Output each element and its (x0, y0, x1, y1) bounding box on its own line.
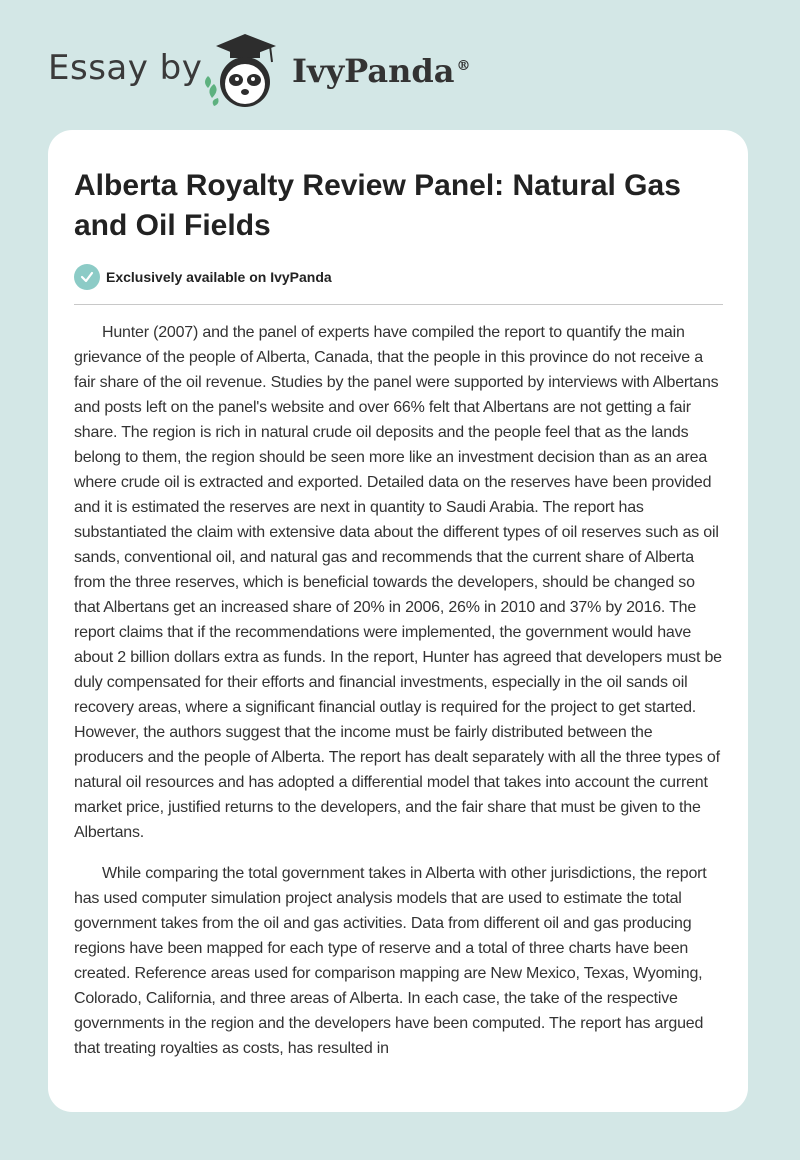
paragraph: While comparing the total government takes in Alberta with other jurisdictions, the report has used computer simulation project analysis models that are used to estimate the total government takes from the oil and gas activities. Data from different oil and gas producing regions have been mapped for each type of reserve and a total of three charts have been created. Reference areas used for comparison mapping are New Mexico, Texas, Wyoming, Colorado, California, and three areas of Alberta. In each case, the take of the respective governments in the region and the developers have been computed. The report has argued that treating royalties as costs, has resulted in (74, 865, 707, 1057)
essay-body (74, 320, 724, 1077)
divider (74, 304, 723, 305)
panda-logo-icon (200, 30, 290, 110)
exclusive-badge (74, 264, 332, 290)
paragraph: Hunter (2007) and the panel of experts have compiled the report to quantify the main grievance of the people of Alberta, Canada, that the people in this province do not receive a fair share of the oil revenue. Studies by the panel were supported by interviews with Albertans and posts left on the panel's website and over 66% felt that Albertans are not getting a fair share. The region is rich in natural crude oil deposits and the people feel that as the lands belong to them, the region should be seen more like an investment decision than as an area where crude oil is extracted and exported. Detailed data on the reserves have been provided and it is estimated the reserves are next in quantity to Saudi Arabia. The report has substantiated the claim with extensive data about the different types of oil reserves such as oil sands, conventional oil, and natural gas and recommends that the current share of Alberta from the three reserves, which is beneficial towards the developers, should be changed so that Albertans get an increased share of 20% in 2006, 26% in 2010 and 37% by 2016. The report claims that if the recommendations were implemented, the government would have about 2 billion dollars extra as funds. In the report, Hunter has agreed that developers must be duly compensated for their efforts and financial investments, especially in the oil sands oil recovery areas, where a significant financial outlay is required for the project to get started. However, the authors suggest that the income must be fairly distributed between the producers and the people of Alberta. The report has dealt separately with all the three types of natural oil resources and has adopted a differential model that takes into account the current market price, justified returns to the developers, and the fair share that must be given to the Albertans. (74, 324, 722, 841)
badge-text: Exclusively available on IvyPanda (106, 269, 332, 285)
essay-card (48, 130, 748, 1112)
site-header (0, 0, 800, 120)
brand-name[interactable]: IvyPanda ® (292, 52, 471, 90)
check-icon (74, 264, 100, 290)
essay-title: Alberta Royalty Review Panel: Natural Gas and Oil Fields (74, 169, 681, 242)
essay-by-label: Essay by (48, 48, 203, 88)
